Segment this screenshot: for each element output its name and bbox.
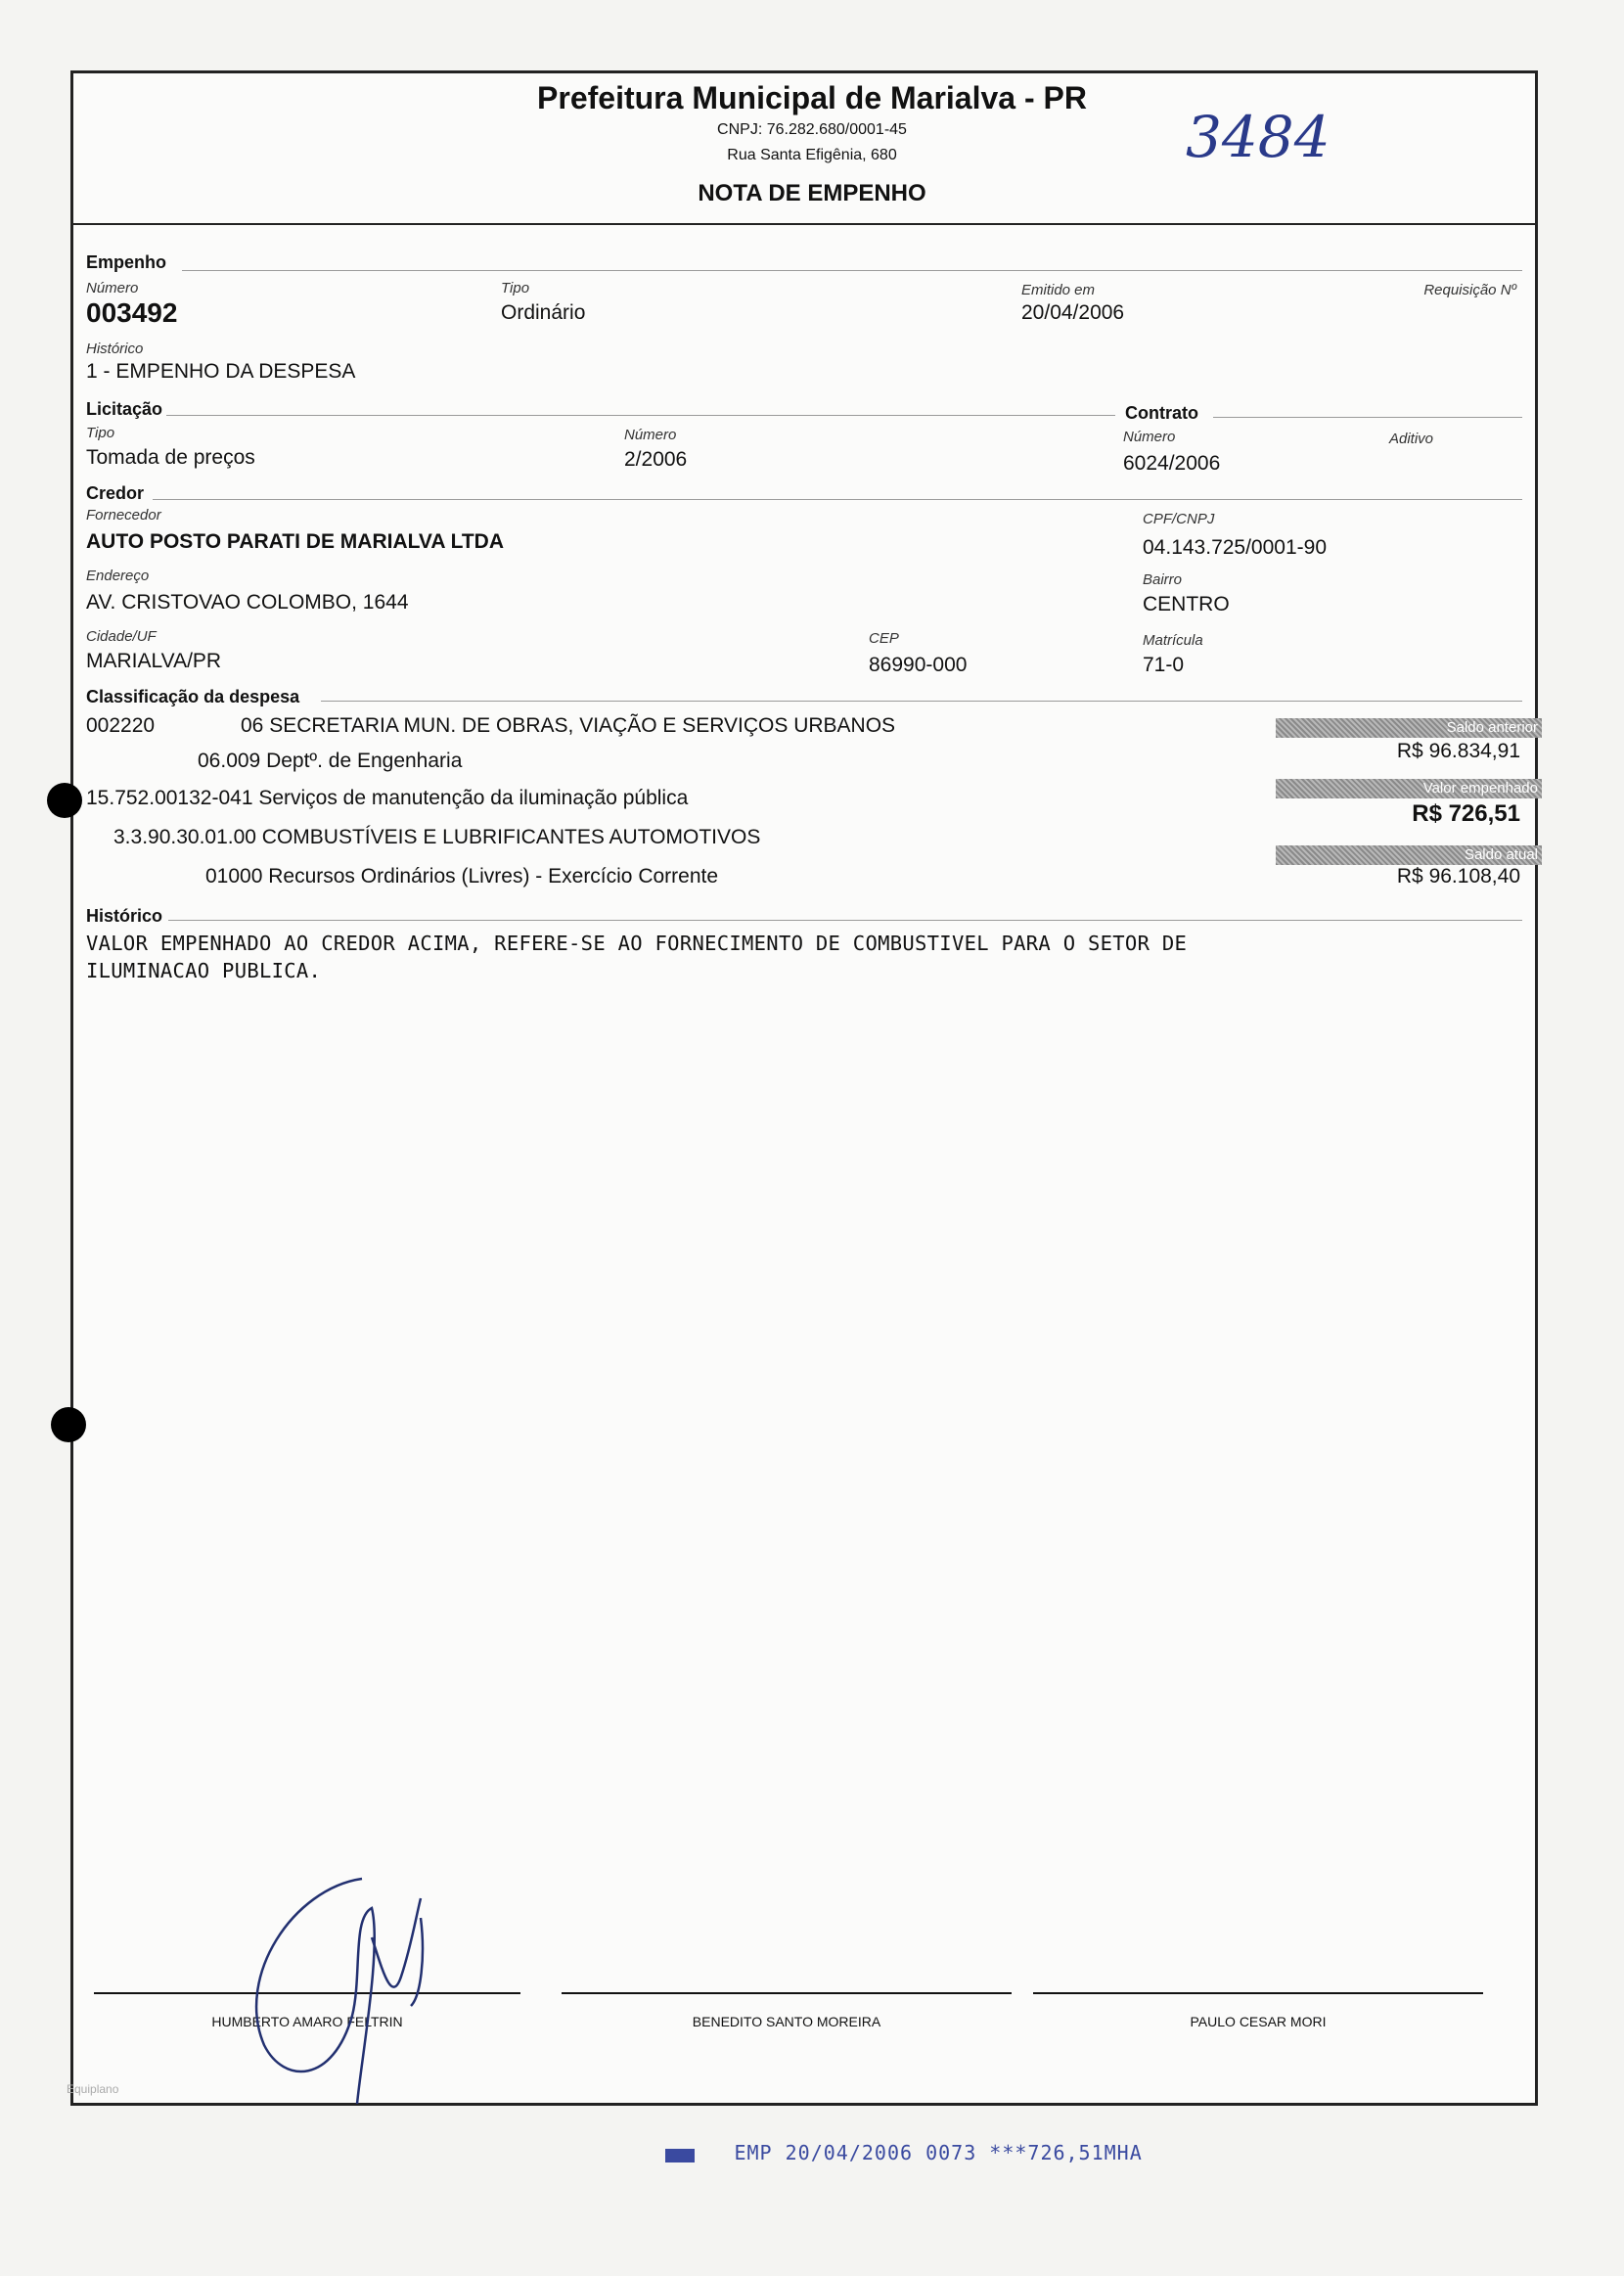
empenho-historico: 1 - EMPENHO DA DESPESA (86, 360, 356, 383)
section-rule (182, 270, 1522, 271)
handwritten-signature (225, 1859, 479, 2114)
signatory-1: HUMBERTO AMARO FELTRIN (211, 2014, 403, 2029)
header-cnpj: CNPJ: 76.282.680/0001-45 (717, 121, 907, 138)
doc-title: NOTA DE EMPENHO (698, 180, 926, 206)
saldo-atual-label: Saldo atual (1276, 845, 1542, 865)
classificacao-recurso: 01000 Recursos Ordinários (Livres) - Exercício Corrente (205, 865, 719, 888)
classificacao-departamento: 06.009 Deptº. de Engenharia (198, 750, 463, 772)
mechanical-stamp (665, 2141, 1143, 2164)
section-rule (166, 415, 1115, 416)
cpf-cnpj: 04.143.725/0001-90 (1143, 536, 1328, 559)
licitacao-numero-label: Número (624, 427, 677, 443)
section-classificacao: Classificação da despesa (86, 687, 300, 706)
punch-hole (51, 1407, 86, 1442)
fornecedor-name: AUTO POSTO PARATI DE MARIALVA LTDA (86, 530, 504, 553)
signatory-2: BENEDITO SANTO MOREIRA (692, 2014, 881, 2029)
classificacao-code: 002220 (86, 714, 156, 737)
cpf-cnpj-label: CPF/CNPJ (1143, 511, 1215, 527)
bairro-label: Bairro (1143, 571, 1183, 588)
aditivo-label: Aditivo (1389, 431, 1434, 447)
section-rule (1213, 417, 1522, 418)
contrato-numero-label: Número (1123, 429, 1176, 445)
classificacao-programa: 15.752.00132-041 Serviços de manutenção da iluminação pública (86, 787, 689, 809)
matricula-label: Matrícula (1143, 632, 1203, 649)
classificacao-elemento: 3.3.90.30.01.00 COMBUSTÍVEIS E LUBRIFICANTES AUTOMOTIVOS (113, 826, 761, 848)
endereco-label: Endereço (86, 568, 150, 584)
endereco: AV. CRISTOVAO COLOMBO, 1644 (86, 591, 409, 614)
section-contrato: Contrato (1125, 403, 1198, 423)
emitido-label: Emitido em (1021, 282, 1096, 298)
fornecedor-label: Fornecedor (86, 507, 161, 523)
licitacao-tipo: Tomada de preços (86, 446, 255, 469)
historico-label: Histórico (86, 341, 144, 357)
historico-line-1: VALOR EMPENHADO AO CREDOR ACIMA, REFERE-SE AO FORNECIMENTO DE COMBUSTIVEL PARA O SETOR DE (86, 932, 1188, 955)
section-historico: Histórico (86, 906, 163, 926)
handwritten-number: 3484 (1186, 104, 1331, 170)
empenho-tipo-label: Tipo (501, 280, 530, 296)
empenho-numero: 003492 (86, 297, 178, 328)
historico-line-2: ILUMINACAO PUBLICA. (86, 959, 322, 982)
section-rule (168, 920, 1522, 921)
licitacao-numero: 2/2006 (624, 448, 688, 471)
valor-empenhado-label: Valor empenhado (1276, 779, 1542, 798)
valor-empenhado: R$ 726,51 (1412, 800, 1520, 827)
bairro: CENTRO (1143, 593, 1230, 615)
page-title: Prefeitura Municipal de Marialva - PR (537, 80, 1087, 115)
empenho-numero-label: Número (86, 280, 139, 296)
licitacao-tipo-label: Tipo (86, 425, 115, 441)
software-watermark: Equiplano (67, 2082, 119, 2096)
section-credor: Credor (86, 483, 145, 503)
section-rule (153, 499, 1522, 500)
classificacao-secretaria: 06 SECRETARIA MUN. DE OBRAS, VIAÇÃO E SERVIÇOS URBANOS (241, 714, 896, 737)
requisicao-label: Requisição Nº (1423, 282, 1516, 298)
emitido-date: 20/04/2006 (1021, 301, 1125, 324)
signatory-3: PAULO CESAR MORI (1190, 2014, 1327, 2029)
signature-line (562, 1992, 1012, 1994)
signature-line (1033, 1992, 1483, 1994)
cidade-label: Cidade/UF (86, 628, 157, 645)
empenho-tipo: Ordinário (501, 301, 586, 324)
cep-label: CEP (869, 630, 899, 647)
saldo-anterior-label: Saldo anterior (1276, 718, 1542, 738)
header-divider (72, 223, 1536, 225)
header-address: Rua Santa Efigênia, 680 (727, 147, 897, 163)
saldo-anterior: R$ 96.834,91 (1396, 740, 1520, 762)
section-licitacao: Licitação (86, 399, 163, 419)
punch-hole (47, 783, 82, 818)
section-rule (321, 701, 1522, 702)
cep: 86990-000 (869, 654, 968, 676)
cidade: MARIALVA/PR (86, 650, 222, 672)
stamp-logo (665, 2149, 695, 2162)
contrato-numero: 6024/2006 (1123, 452, 1221, 475)
matricula: 71-0 (1143, 654, 1185, 676)
saldo-atual: R$ 96.108,40 (1396, 865, 1520, 888)
stamp-text: EMP 20/04/2006 0073 ***726,51MHA (734, 2141, 1143, 2164)
section-empenho: Empenho (86, 252, 167, 272)
